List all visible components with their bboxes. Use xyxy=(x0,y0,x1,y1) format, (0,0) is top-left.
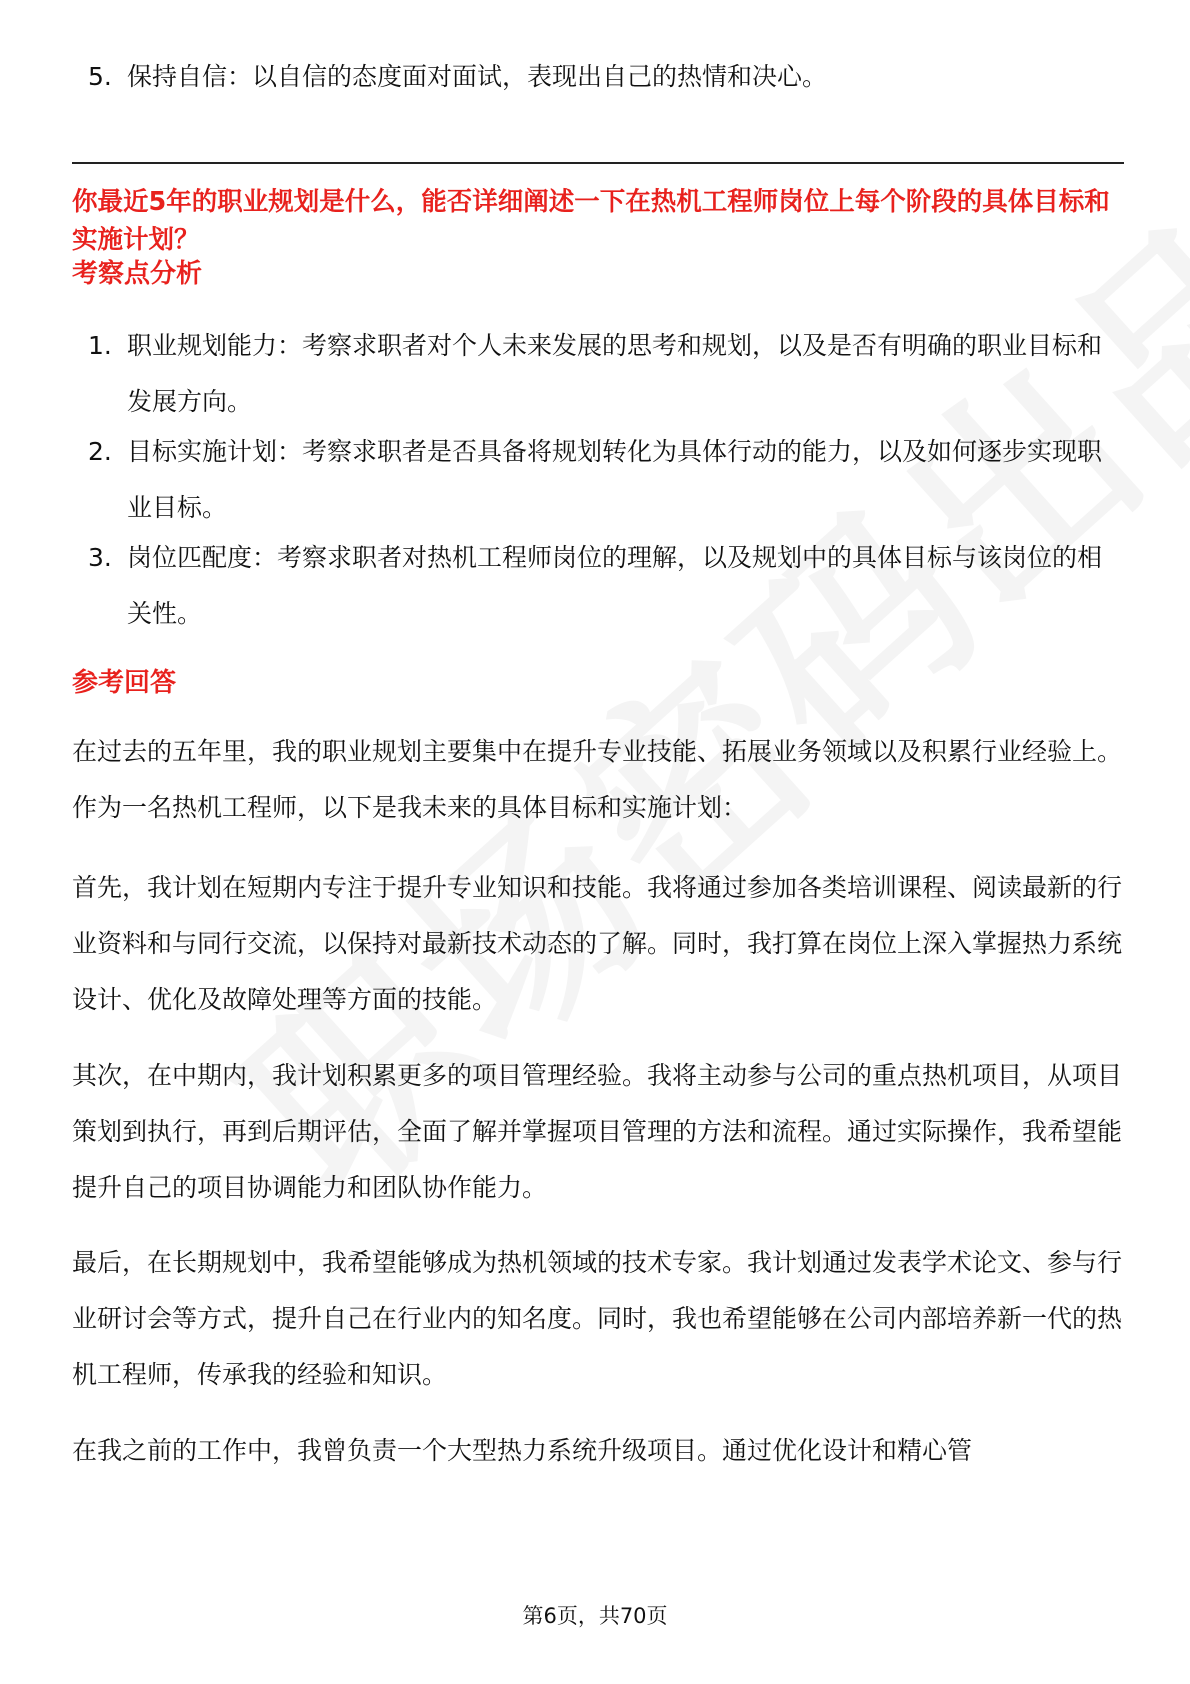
section-divider xyxy=(72,162,1124,164)
list-text: 岗位匹配度：考察求职者对热机工程师岗位的理解，以及规划中的具体目标与该岗位的相关性。 xyxy=(127,543,1103,628)
analysis-item-3 xyxy=(72,530,1122,642)
answer-paragraph-3: 其次，在中期内，我计划积累更多的项目管理经验。我将主动参与公司的重点热机项目，从项目策划到执行，再到后期评估，全面了解并掌握项目管理的方法和流程。通过实际操作，我希望能提升自己的项目协调能力和团队协作能力。 xyxy=(72,1061,1123,1202)
question-title: 你最近5年的职业规划是什么，能否详细阐述一下在热机工程师岗位上每个阶段的具体目标和实施计划？ xyxy=(72,187,1110,255)
analysis-item-1 xyxy=(72,318,1122,430)
analysis-item-2 xyxy=(72,424,1122,536)
list-number: 1. xyxy=(88,331,112,360)
list-text: 保持自信：以自信的态度面对面试，表现出自己的热情和决心。 xyxy=(127,62,828,91)
answer-paragraph-5: 在我之前的工作中，我曾负责一个大型热力系统升级项目。通过优化设计和精心管 xyxy=(72,1436,973,1465)
answer-heading: 参考回答 xyxy=(72,668,177,698)
page-number: 第6页，共70页 xyxy=(522,1604,668,1628)
list-text: 职业规划能力：考察求职者对个人未来发展的思考和规划，以及是否有明确的职业目标和发展方向。 xyxy=(127,331,1103,416)
answer-paragraph-4: 最后，在长期规划中，我希望能够成为热机领域的技术专家。我计划通过发表学术论文、参与行业研讨会等方式，提升自己在行业内的知名度。同时，我也希望能够在公司内部培养新一代的热机工程师，传承我的经验和知识。 xyxy=(72,1248,1123,1389)
answer-paragraph-2: 首先，我计划在短期内专注于提升专业知识和技能。我将通过参加各类培训课程、阅读最新的行业资料和与同行交流，以保持对最新技术动态的了解。同时，我打算在岗位上深入掌握热力系统设计、优化及故障处理等方面的技能。 xyxy=(72,873,1123,1014)
list-number: 2. xyxy=(88,437,112,466)
list-number: 5. xyxy=(88,62,112,91)
answer-paragraph-1: 在过去的五年里，我的职业规划主要集中在提升专业技能、拓展业务领域以及积累行业经验上。作为一名热机工程师，以下是我未来的具体目标和实施计划： xyxy=(72,737,1123,822)
list-number: 3. xyxy=(88,543,112,572)
list-item-5 xyxy=(72,49,1122,105)
analysis-heading: 考察点分析 xyxy=(72,259,203,289)
list-text: 目标实施计划：考察求职者是否具备将规划转化为具体行动的能力，以及如何逐步实现职业目标。 xyxy=(127,437,1103,522)
